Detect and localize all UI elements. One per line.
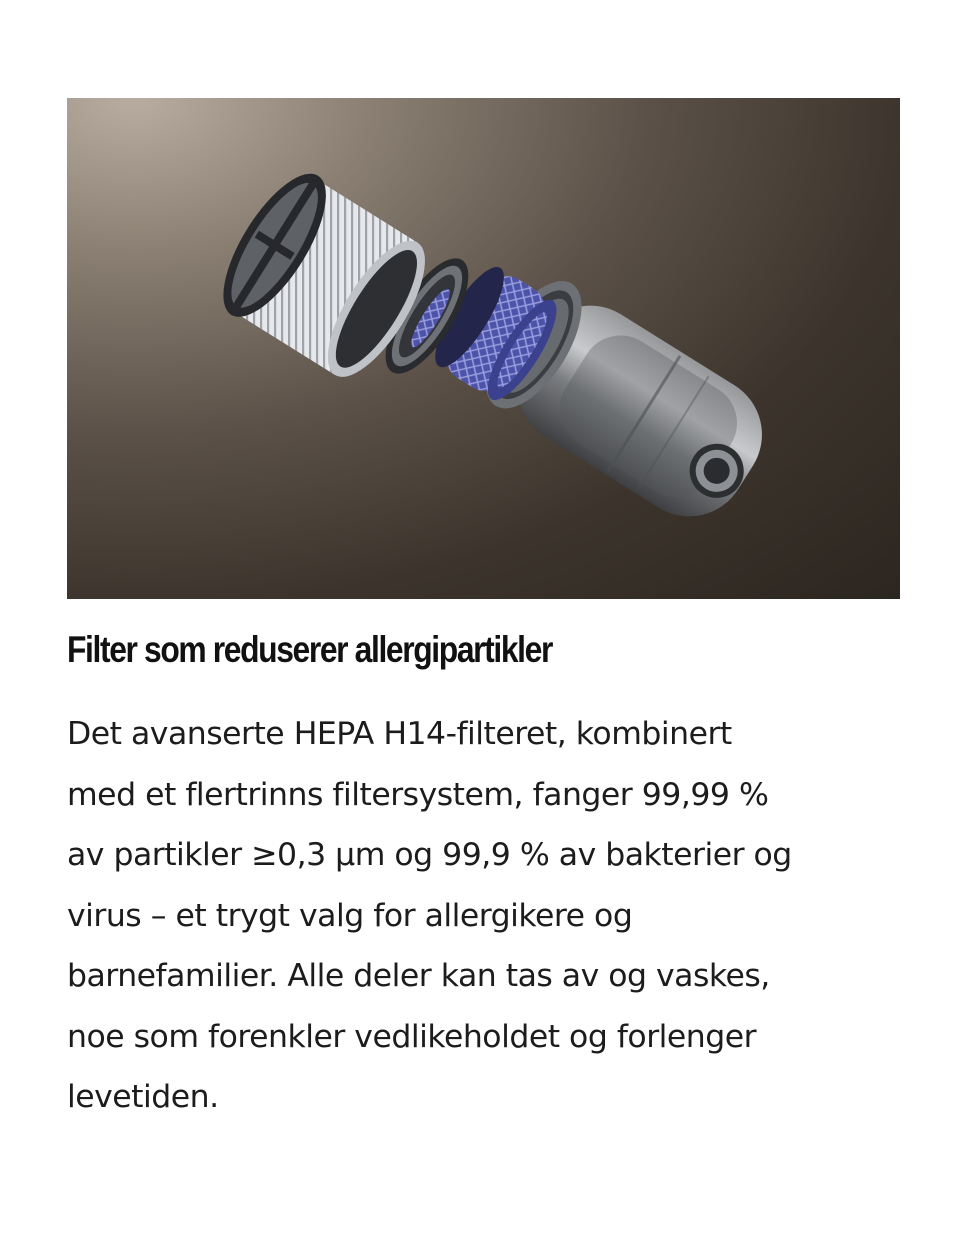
paragraph-line: av partikler ≥0,3 µm og 99,9 % av bakterier og <box>67 837 792 873</box>
paragraph-line: med et flertrinns filtersystem, fanger 99,99 % <box>67 776 769 813</box>
paragraph-line: Det avanserte HEPA H14-filteret, kombinert <box>67 716 732 752</box>
description-paragraph <box>67 704 887 1128</box>
paragraph-line: barnefamilier. Alle deler kan tas av og vaskes, <box>67 958 770 994</box>
paragraph-line: levetiden. <box>67 1079 219 1115</box>
paragraph-line: noe som forenkler vedlikeholdet og forlenger <box>67 1018 757 1055</box>
paragraph-line: virus – et trygt valg for allergikere og <box>67 897 633 934</box>
section-heading: Filter som reduserer allergipartikler <box>67 629 552 670</box>
filter-exploded-view-image <box>67 98 900 599</box>
product-image <box>67 98 900 599</box>
